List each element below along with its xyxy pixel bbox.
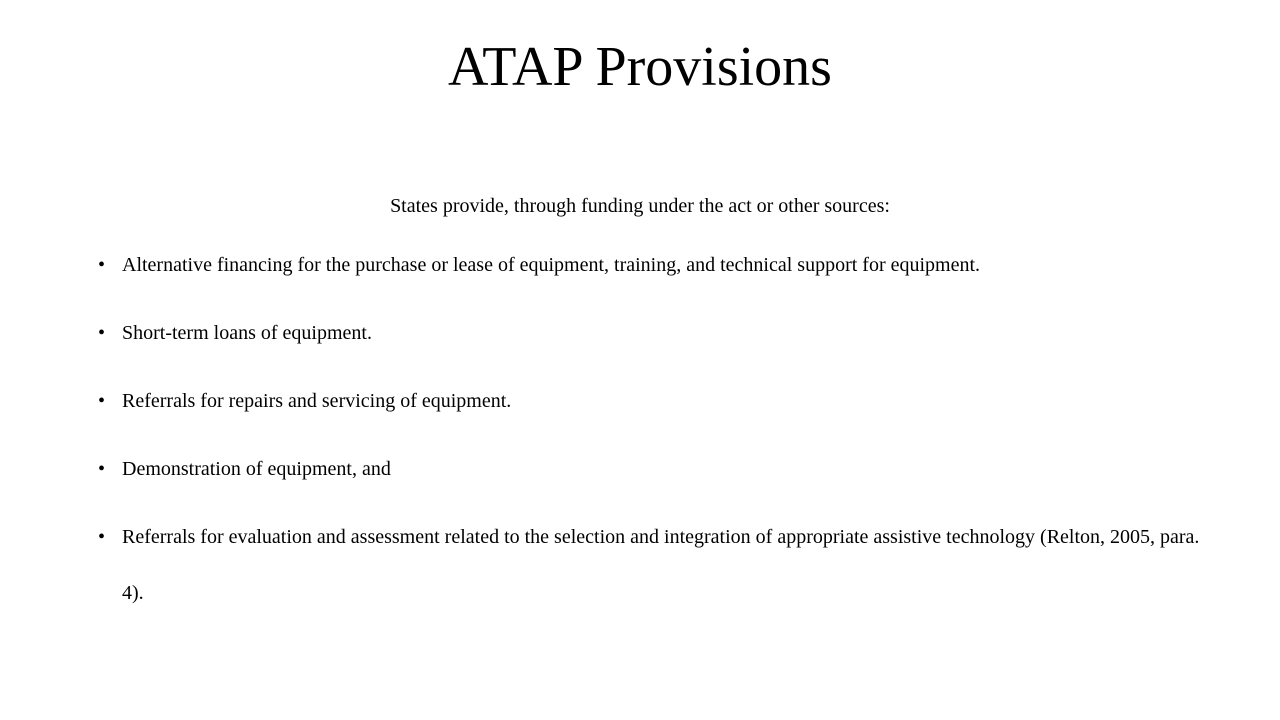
bullet-item-evaluation-referrals [98, 509, 1218, 621]
bullet-item-short-term-loans [98, 319, 1218, 347]
bullet-dot-icon: • [98, 254, 106, 276]
bullet-text: Alternative financing for the purchase or lease of equipment, training, and technical support for equipment. [122, 254, 981, 276]
slide-title: ATAP Provisions [448, 36, 832, 98]
bullet-text: Referrals for repairs and servicing of equipment. [122, 390, 512, 412]
bullet-dot-icon: • [98, 526, 106, 548]
bullet-text: Referrals for evaluation and assessment related to the selection and integration of appropriate assistive technology (Relton, 2005, para. 4). [122, 526, 1200, 604]
bullet-list [98, 251, 1218, 661]
bullet-item-repairs-referrals [98, 387, 1218, 415]
bullet-item-alternative-financing [98, 251, 1218, 279]
bullet-item-demonstration [98, 455, 1218, 483]
bullet-dot-icon: • [98, 390, 106, 412]
bullet-text: Short-term loans of equipment. [122, 322, 372, 344]
bullet-dot-icon: • [98, 322, 106, 344]
bullet-text: Demonstration of equipment, and [122, 458, 391, 480]
slide-subtitle: States provide, through funding under the act or other sources: [390, 195, 890, 217]
bullet-dot-icon: • [98, 458, 106, 480]
